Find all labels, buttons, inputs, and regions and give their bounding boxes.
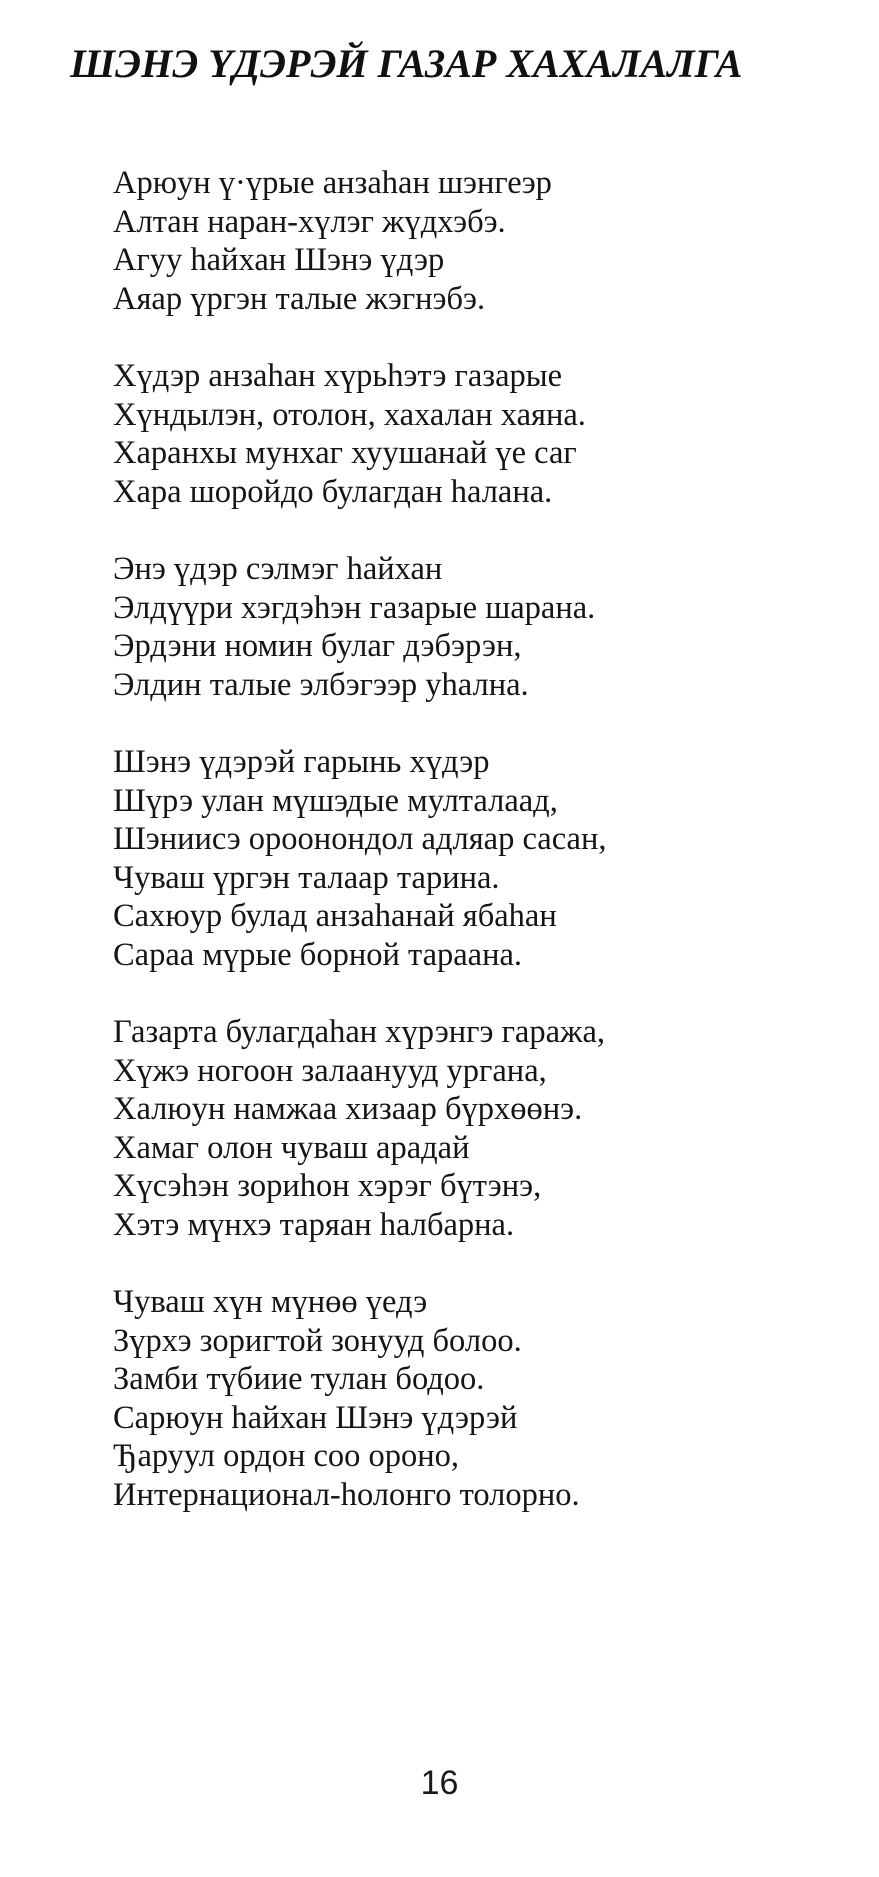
poem-line: Алтан наран-хүлэг жүдхэбэ. (113, 203, 506, 240)
poem-line: Агуу һайхан Шэнэ үдэр (113, 242, 445, 278)
poem-line: Энэ үдэр сэлмэг һайхан (113, 551, 443, 587)
poem-line: Хара шоройдо булагдан һалана. (113, 473, 553, 510)
page-number: 16 (420, 1764, 459, 1802)
stanza (113, 164, 853, 318)
poem-line: Газарта булагдаһан хүрэнгэ гаража, (113, 1014, 606, 1050)
poem-line: Шүрэ улан мүшэдые мулталаад, (113, 782, 558, 819)
stanza (113, 1013, 853, 1244)
poem-line: Сараа мүрые борной тараана. (113, 936, 523, 973)
poem-line: Замби түбиие тулан бодоо. (113, 1361, 485, 1397)
stanza (113, 357, 853, 511)
poem-line: Ђаруул ордон соо ороно, (113, 1438, 460, 1474)
poem-line: Интернационал-һолонго толорно. (113, 1476, 580, 1513)
poem-line: Чуваш хүн мүнөө үедэ (113, 1284, 428, 1320)
poem-line: Хүдэр анзаһан хүрьһэтэ газарые (113, 358, 563, 394)
poem-line: Элдүүри хэгдэһэн газарые шарана. (113, 589, 596, 626)
poem-line: Хүжэ ногоон залаанууд ургана, (113, 1052, 547, 1089)
stanza (113, 1283, 853, 1514)
poem-line: Сарюун һайхан Шэнэ үдэрэй (113, 1399, 518, 1436)
poem-line: Шэнэ үдэрэй гарынь хүдэр (113, 744, 490, 780)
poem-line: Зүрхэ зоригтой зонууд болоо. (113, 1322, 522, 1359)
poem-line: Эрдэни номин булаг дэбэрэн, (113, 628, 522, 664)
poem-line: Чуваш үргэн талаар тарина. (113, 859, 500, 896)
poem-line: Хамаг олон чуваш арадай (113, 1129, 470, 1166)
poem-line: Халюун намжаа хизаар бүрхөөнэ. (113, 1091, 583, 1127)
poem-line: Арюун ү·үрые анзаһан шэнгеэр (113, 165, 552, 201)
poem-line: Элдин талые элбэгээр уһална. (113, 666, 529, 703)
poem-line: Хүсэһэн зориһон хэрэг бүтэнэ, (113, 1168, 542, 1204)
poem-line: Хүндылэн, отолон, хахалан хаяна. (113, 396, 586, 433)
poem-title: ШЭНЭ ҮДЭРЭЙ ГАЗАР ХАХАЛАЛГА (70, 41, 743, 86)
poem-line: Шэниисэ ороонондол адляар сасан, (113, 821, 607, 857)
poem-body (113, 164, 853, 1553)
poem-line: Харанхы мунхаг хуушанай үе саг (113, 435, 577, 471)
poem-line: Хэтэ мүнхэ таряан һалбарна. (113, 1206, 515, 1243)
poem-line: Сахюур булад анзаһанай ябаһан (113, 898, 557, 934)
stanza (113, 743, 853, 974)
stanza (113, 550, 853, 704)
poem-line: Аяар үргэн талые жэгнэбэ. (113, 280, 486, 317)
